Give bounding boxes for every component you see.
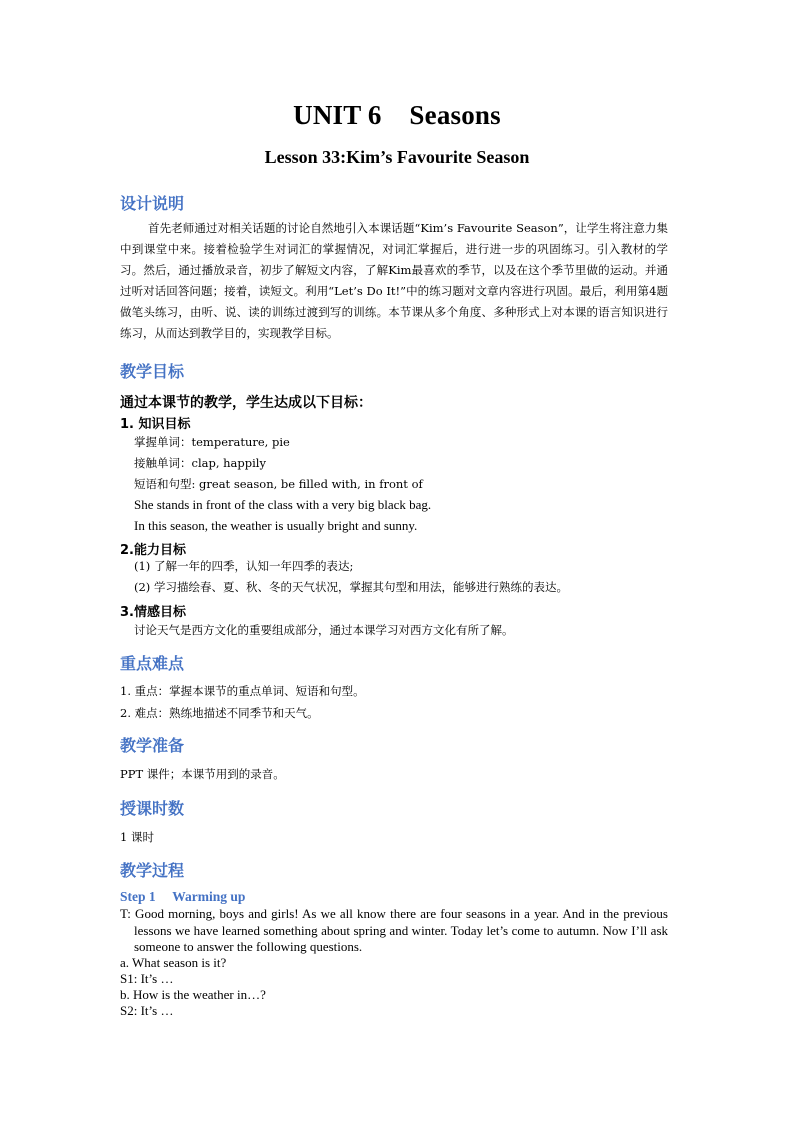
emotion-item: 讨论天气是西方文化的重要组成部分，通过本课学习对西方文化有所了解。	[134, 623, 514, 637]
ability-goals-title: 2.能力目标	[120, 543, 186, 558]
preparation-text: PPT 课件；本课节用到的录音。	[120, 767, 285, 781]
teacher-paragraph: T: Good morning, boys and girls! As we all know there are four seasons in a year. And in the previous lessons we have learned something about spring and winter. Today let’s come to autumn. Now I’ll ask someone to answer the following questions.	[120, 906, 668, 954]
knowledge-sentence: In this season, the weather is usually bright and sunny.	[134, 518, 418, 533]
design-heading: 设计说明	[120, 194, 185, 213]
knowledge-goals-title: 1. 知识目标	[120, 417, 191, 432]
student-answer-2: S2: It’s …	[120, 1003, 174, 1018]
lesson-title: Lesson 33:Kim’s Favourite Season	[264, 147, 530, 167]
knowledge-item: 短语和句型: great season, be filled with, in front of	[134, 477, 423, 491]
unit-title: UNIT 6 Seasons	[293, 100, 501, 130]
class-hours-text: 1 课时	[120, 830, 154, 844]
knowledge-item: 接触单词：clap, happily	[134, 456, 266, 470]
knowledge-item: 掌握单词：temperature, pie	[134, 435, 290, 449]
key-point-item: 1. 重点：掌握本课节的重点单词、短语和句型。	[120, 684, 365, 698]
goals-lead: 通过本课节的教学，学生达成以下目标：	[120, 395, 372, 411]
ability-item: (1) 了解一年的四季，认知一年四季的表达;	[134, 559, 354, 573]
emotion-goals-title: 3.情感目标	[120, 605, 186, 620]
difficulty-item: 2. 难点：熟练地描述不同季节和天气。	[120, 706, 319, 720]
student-answer-1: S1: It’s …	[120, 971, 174, 986]
question-b: b. How is the weather in…?	[120, 987, 266, 1002]
step-1-title: Step 1 Warming up	[120, 889, 246, 904]
ability-item: (2) 学习描绘春、夏、秋、冬的天气状况，掌握其句型和用法，能够进行熟练的表达。	[134, 580, 568, 594]
preparation-heading: 教学准备	[120, 736, 185, 755]
knowledge-sentence: She stands in front of the class with a very big black bag.	[134, 497, 432, 512]
goals-heading: 教学目标	[120, 362, 185, 381]
question-a: a. What season is it?	[120, 955, 227, 970]
process-heading: 教学过程	[120, 861, 185, 880]
key-points-heading: 重点难点	[120, 654, 185, 673]
class-hours-heading: 授课时数	[120, 799, 185, 818]
design-paragraph: 首先老师通过对相关话题的讨论自然地引入本课话题“Kim’s Favourite Season”，让学生将注意力集中到课堂中来。接着检验学生对词汇的掌握情况，对词汇掌握后，进行进一步的巩固练习。引入教材的学习。然后，通过播放录音，初步了解短文内容，了解Kim最喜欢的季节，以及在这个季节里做的运动。并通过听对话回答问题；接着，读短文。利用“Let’s Do It!”中的练习题对文章内容进行巩固。最后，利用第4题做笔头练习，由听、说、读的训练过渡到写的训练。本节课从多个角度、多种形式上对本课的语言知识进行练习，从而达到教学目的，实现教学目标。	[120, 221, 668, 340]
